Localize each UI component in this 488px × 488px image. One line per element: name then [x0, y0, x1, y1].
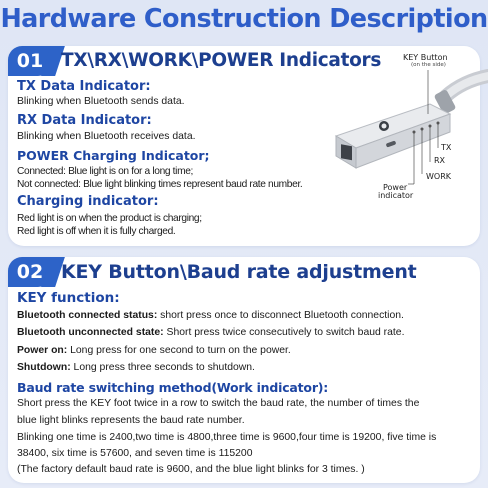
key-line-1-text: short press once to disconnect Bluetooth connection. [157, 310, 404, 321]
key-line-3 [17, 345, 291, 356]
key-button-label: KEY Button [403, 53, 448, 62]
power-heading: POWER Charging Indicator; [17, 148, 210, 163]
section-number-badge: 01 [8, 46, 52, 76]
page-title: Hardware Construction Description [0, 4, 488, 34]
tx-label: TX [441, 143, 452, 152]
baud-line-3: Blinking one time is 2400,two time is 4800,three time is 9600,four time is 19200, five time is [17, 432, 437, 443]
adapter-drawing [328, 53, 488, 206]
baud-line-4: 38400, six time is 57600, and seven time is 115200 [17, 448, 253, 459]
power-line-1: Connected: Blue light is on for a long time; [17, 166, 194, 177]
rx-heading: RX Data Indicator: [17, 113, 152, 128]
tx-heading: TX Data Indicator: [17, 79, 151, 94]
baud-heading: Baud rate switching method(Work indicator): [17, 380, 329, 395]
key-line-1-label: Bluetooth connected status: [17, 310, 158, 321]
device-illustration [328, 53, 488, 206]
baud-line-5: (The factory default baud rate is 9600, and the blue light blinks for 3 times. ) [17, 464, 365, 475]
section-number-badge: 02 [8, 257, 52, 287]
section-title: KEY Button\Baud rate adjustment [61, 261, 417, 283]
key-line-2-text: Short press twice consecutively to switch baud rate. [163, 327, 405, 338]
key-line-3-label: Power on: [17, 345, 68, 356]
section-title: TX\RX\WORK\POWER Indicators [61, 50, 382, 71]
key-line-2 [17, 327, 404, 338]
key-line-4-text: Long press three seconds to shutdown. [70, 362, 255, 373]
tx-text: Blinking when Bluetooth sends data. [17, 96, 185, 107]
key-line-4 [17, 362, 255, 373]
key-button-note: (on the side) [411, 62, 446, 68]
baud-line-2: blue light blinks represents the baud rate number. [17, 415, 245, 426]
rx-label: RX [434, 156, 446, 165]
baud-line-1: Short press the KEY foot twice in a row to switch the baud rate, the number of times the [17, 398, 420, 409]
key-line-3-text: Long press for one second to turn on the power. [67, 345, 291, 356]
key-line-4-label: Shutdown: [17, 362, 71, 373]
rx-text: Blinking when Bluetooth receives data. [17, 131, 196, 142]
work-label: WORK [426, 172, 452, 181]
power-line-2: Not connected: Blue light blinking times represent baud rate number. [17, 179, 303, 190]
charging-heading: Charging indicator: [17, 194, 159, 209]
charging-line-2: Red light is off when it is fully charged. [17, 226, 176, 237]
key-button-panel [8, 257, 480, 483]
charging-line-1: Red light is on when the product is charging; [17, 213, 202, 224]
key-line-2-label: Bluetooth unconnected state: [17, 327, 164, 338]
power-label: Power [383, 183, 408, 192]
key-function-heading: KEY function: [17, 290, 120, 306]
power-indicator-label: indicator [378, 191, 414, 200]
key-line-1 [17, 310, 404, 321]
